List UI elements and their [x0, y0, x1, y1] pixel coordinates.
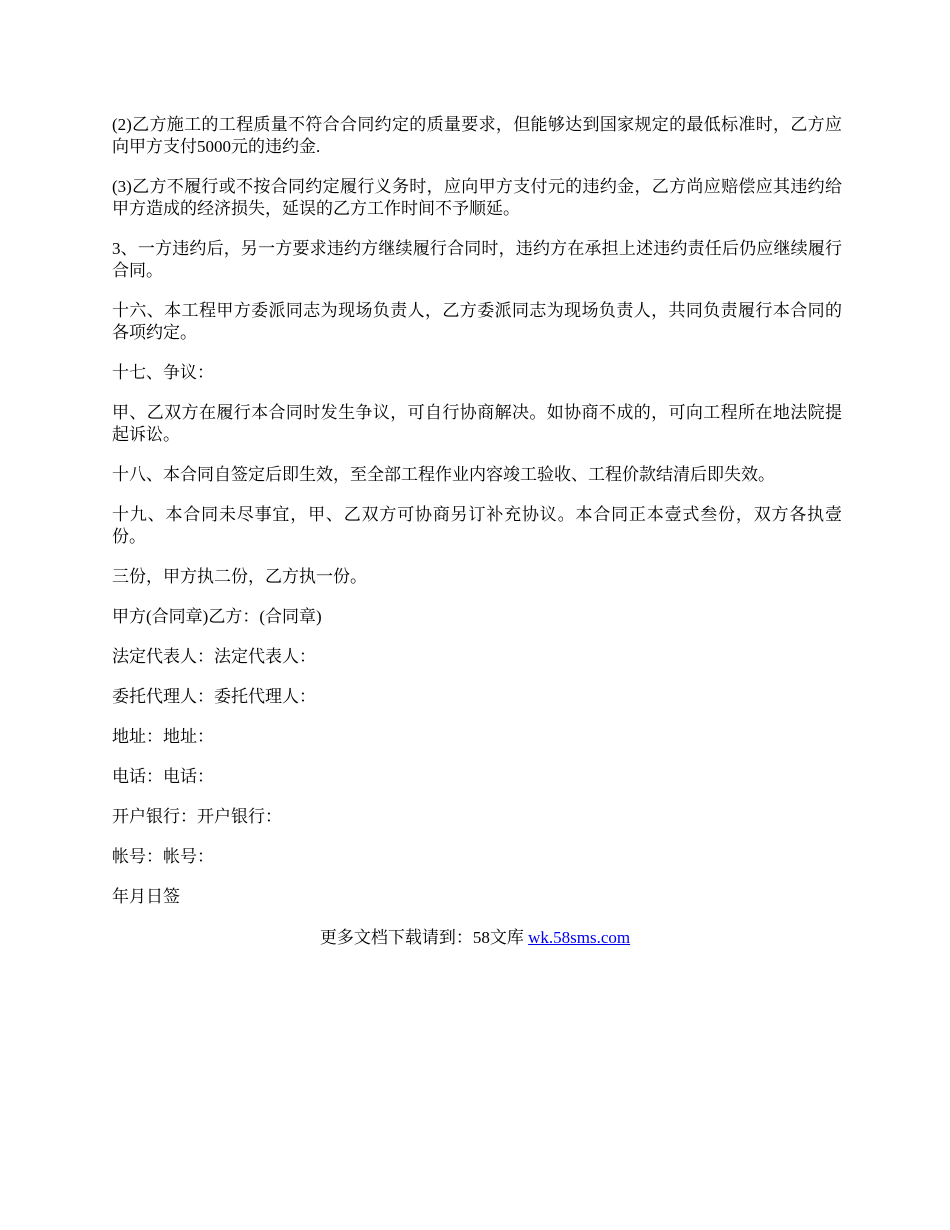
paragraph-section-16: 十六、本工程甲方委派同志为现场负责人，乙方委派同志为现场负责人，共同负责履行本合同的各项约定。 [112, 301, 842, 342]
paragraph-continue-performance: 3、一方违约后，另一方要求违约方继续履行合同时，违约方在承担上述违约责任后仍应继续履行合同。 [112, 239, 842, 280]
signature-phone: 电话：电话： [112, 767, 214, 786]
paragraph-dispute: 甲、乙双方在履行本合同时发生争议，可自行协商解决。如协商不成的，可向工程所在地法院提起诉讼。 [112, 403, 842, 444]
paragraph-section-17-heading: 十七、争议： [112, 363, 214, 382]
signature-date: 年月日签 [112, 887, 180, 906]
footer-text: 更多文档下载请到：58文库 [319, 928, 524, 947]
signature-party-seal: 甲方(合同章)乙方：(合同章) [112, 607, 322, 626]
paragraph-penalty-2: (2)乙方施工的工程质量不符合合同约定的质量要求，但能够达到国家规定的最低标准时，乙方应向甲方支付5000元的违约金. [112, 115, 842, 156]
signature-agent: 委托代理人：委托代理人： [112, 687, 316, 706]
signature-legal-rep: 法定代表人：法定代表人： [112, 647, 316, 666]
paragraph-section-19: 十九、本合同未尽事宜，甲、乙双方可协商另订补充协议。本合同正本壹式叁份，双方各执壹份。 [112, 505, 842, 546]
paragraph-section-18: 十八、本合同自签定后即生效，至全部工程作业内容竣工验收、工程价款结清后即失效。 [112, 465, 775, 484]
signature-bank: 开户银行：开户银行： [112, 807, 282, 826]
footer-link[interactable]: wk.58sms.com [528, 928, 631, 947]
paragraph-copies: 三份，甲方执二份，乙方执一份。 [112, 567, 367, 586]
signature-address: 地址：地址： [112, 727, 214, 746]
paragraph-penalty-3: (3)乙方不履行或不按合同约定履行义务时，应向甲方支付元的违约金，乙方尚应赔偿应其违约给甲方造成的经济损失，延误的乙方工作时间不予顺延。 [112, 177, 842, 218]
signature-account: 帐号：帐号： [112, 847, 214, 866]
footer [0, 927, 950, 949]
document-body [112, 114, 842, 926]
